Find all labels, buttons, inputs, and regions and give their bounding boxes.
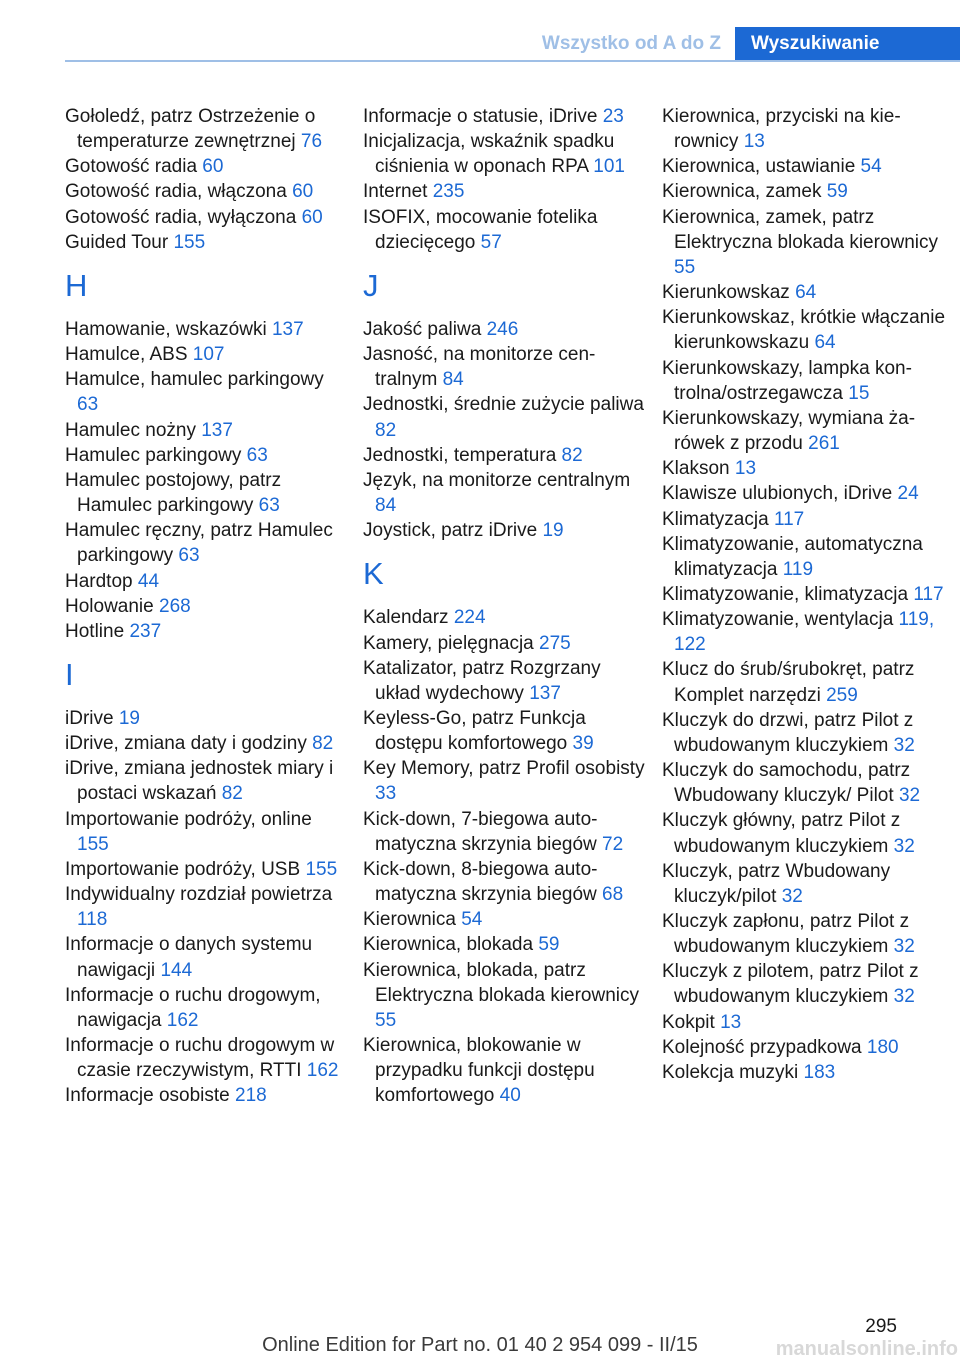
index-entry xyxy=(65,179,347,204)
index-entry-text: Hamulec ręczny, patrz Hamulec parkingowy xyxy=(65,520,333,567)
index-entry-text: Kluczyk główny, patrz Pilot z wbudowanym kluczykiem xyxy=(662,810,901,857)
index-entry-text: Joystick, patrz iDrive xyxy=(363,520,538,542)
index-entry-text: Kick-down, 7-biegowa automatyczna skrzynia biegów xyxy=(363,808,598,855)
index-letter-heading: K xyxy=(363,556,384,592)
index-entry-text: Klimatyzacja xyxy=(662,508,769,530)
index-entry xyxy=(65,619,347,644)
page-reference-link[interactable]: 63 xyxy=(77,394,99,416)
index-entry xyxy=(65,230,347,255)
page-reference-link[interactable]: 155 xyxy=(173,231,206,253)
index-entry xyxy=(65,418,347,443)
index-entry xyxy=(65,518,347,568)
index-letter-heading: I xyxy=(65,656,74,692)
index-entry-text: Kalendarz xyxy=(363,607,449,629)
index-entry-text: Klucz do śrub/śrubokręt, patrz Komplet narzędzi xyxy=(662,659,915,706)
index-entry xyxy=(363,631,645,656)
index-entry xyxy=(65,342,347,367)
page-reference-link[interactable]: 117 xyxy=(773,508,805,530)
index-entry xyxy=(662,909,952,959)
index-entry-text: Kluczyk do drzwi, patrz Pilot z wbudowanym kluczykiem xyxy=(662,709,914,756)
index-entry xyxy=(662,481,952,506)
index-entry-text: Importowanie podróży, online xyxy=(65,808,312,830)
page-reference-link[interactable]: 13 xyxy=(734,458,757,480)
page-reference-link[interactable]: 13 xyxy=(720,1011,742,1033)
page-reference-link[interactable]: 39 xyxy=(572,733,594,755)
index-entry xyxy=(662,1010,952,1035)
index-entry-text: Gołoledź, patrz Ostrzeżenie o temperaturze zewnętrznej xyxy=(65,106,316,153)
index-entry-text: Hamulec postojowy, patrz Hamulec parkingowy xyxy=(65,469,282,517)
page-reference-link[interactable]: 60 xyxy=(292,181,314,203)
page-reference-link[interactable]: 59 xyxy=(826,181,848,203)
index-entry-text: Klakson xyxy=(662,458,730,480)
index-entry xyxy=(662,708,952,758)
page-reference-link[interactable]: 246 xyxy=(486,318,519,340)
index-column-2 xyxy=(363,104,645,1108)
page-reference-link[interactable]: 54 xyxy=(461,909,483,931)
header-tab-search: Wyszukiwanie xyxy=(735,27,960,60)
index-entry-text: Kluczyk z pilotem, patrz Pilot z wbudowanym kluczykiem xyxy=(662,961,919,1008)
page-reference-link[interactable]: 268 xyxy=(159,595,191,617)
index-entry xyxy=(65,1083,347,1108)
page-reference-link[interactable]: 55 xyxy=(674,256,696,278)
index-entry xyxy=(65,154,347,179)
index-entry-text: Kamery, pielęgnacja xyxy=(363,632,534,654)
index-entry-text: Kluczyk, patrz Wbudowany kluczyk/pilot xyxy=(662,860,891,907)
page-reference-link[interactable]: 55 xyxy=(375,1009,397,1031)
page-reference-link[interactable]: 82 xyxy=(375,419,397,441)
index-entry xyxy=(65,443,347,468)
page-reference-link[interactable]: 54 xyxy=(860,156,882,178)
index-entry-text: Język, na monitorze centralnym xyxy=(363,469,631,491)
index-entry-text: Inicjalizacja, wskaźnik spadku ciśnienia w oponach RPA xyxy=(363,131,615,178)
page-reference-link[interactable]: 117 xyxy=(913,583,944,605)
page-reference-link[interactable]: 57 xyxy=(480,231,502,253)
page-reference-link[interactable]: 180 xyxy=(866,1036,899,1058)
index-entry xyxy=(363,756,645,806)
page-reference-link[interactable]: 107 xyxy=(192,344,225,366)
index-entry-text: Informacje osobiste xyxy=(65,1085,230,1107)
header-rule xyxy=(65,60,960,62)
page-reference-link[interactable]: 82 xyxy=(312,733,334,755)
index-entry-text: Kierownica, ustawianie xyxy=(662,156,856,178)
index-entry xyxy=(662,305,952,355)
page-reference-link[interactable]: 84 xyxy=(375,495,397,517)
page-reference-link[interactable]: 155 xyxy=(77,833,109,855)
page-reference-link[interactable]: 224 xyxy=(453,607,486,629)
index-entry xyxy=(65,882,347,932)
index-entry-text: Kierownica, zamek, patrz Elektryczna blokada kierownicy xyxy=(662,206,939,253)
index-entry xyxy=(662,582,952,607)
index-entry-text: Kolekcja muzyki xyxy=(662,1061,799,1083)
index-entry xyxy=(662,356,952,406)
index-entry xyxy=(65,932,347,982)
index-entry xyxy=(662,406,952,456)
index-entry-text: Internet xyxy=(363,181,428,203)
index-entry-text: Importowanie podróży, USB xyxy=(65,858,301,880)
page-reference-link[interactable]: 237 xyxy=(129,620,162,642)
index-entry xyxy=(363,317,645,342)
index-entry-text: Kierownica, przyciski na kierownicy xyxy=(662,106,901,153)
watermark: manualsonline.info xyxy=(775,1338,958,1360)
index-entry xyxy=(662,179,952,204)
index-entry-text: Indywidualny rozdział powietrza xyxy=(65,884,333,906)
index-entry xyxy=(363,518,645,543)
page-reference-link[interactable]: 261 xyxy=(808,433,840,455)
index-entry-text: Hotline xyxy=(65,620,125,642)
index-entry-text: Klimatyzowanie, wentylacja xyxy=(662,609,894,631)
index-entry-text: Hamulce, hamulec parkingowy xyxy=(65,369,324,391)
index-entry-text: Jakość paliwa xyxy=(363,318,482,340)
index-entry-text: Gotowość radia xyxy=(65,156,198,178)
index-entry xyxy=(662,280,952,305)
page-reference-link[interactable]: 32 xyxy=(893,936,915,958)
index-entry-text: Keyless-Go, patrz Funkcja dostępu komfortowego xyxy=(363,707,586,755)
index-entry xyxy=(363,104,645,129)
page-reference-link[interactable]: 183 xyxy=(803,1061,836,1083)
page-reference-link[interactable]: 137 xyxy=(271,318,304,340)
page-reference-link[interactable]: 32 xyxy=(898,785,921,807)
index-entry-text: Kick-down, 8-biegowa automatyczna skrzynia biegów xyxy=(363,858,598,906)
page-reference-link[interactable]: 155 xyxy=(305,858,338,880)
index-entry-text: Kluczyk zapłonu, patrz Pilot z wbudowanym kluczykiem xyxy=(662,911,910,958)
page-reference-link[interactable]: 101 xyxy=(593,156,625,178)
index-entry xyxy=(363,656,645,706)
page-reference-link[interactable]: 137 xyxy=(201,419,233,441)
index-entry-text: Katalizator, patrz Rozgrzany układ wydechowy xyxy=(363,657,601,704)
index-entry xyxy=(363,468,645,518)
index-entry xyxy=(65,807,347,857)
edition-footer: Online Edition for Part no. 01 40 2 954 099 - II/15 xyxy=(262,1334,698,1356)
index-entry-text: Kierunkowskaz xyxy=(662,282,790,304)
page-reference-link[interactable]: 15 xyxy=(848,382,870,404)
index-entry xyxy=(65,367,347,417)
page-reference-link[interactable]: 40 xyxy=(499,1085,521,1107)
page-reference-link[interactable]: 19 xyxy=(118,707,140,729)
index-entry xyxy=(662,607,952,657)
page-reference-link[interactable]: 63 xyxy=(178,545,200,567)
index-entry xyxy=(662,205,952,280)
page-reference-link[interactable]: 162 xyxy=(306,1060,339,1082)
index-entry-text: Kierownica xyxy=(363,909,456,931)
index-entry xyxy=(65,205,347,230)
page-reference-link[interactable]: 72 xyxy=(602,833,624,855)
index-entry-text: Klimatyzowanie, klimatyzacja xyxy=(662,583,909,605)
index-entry xyxy=(65,731,347,756)
index-entry-text: Informacje o ruchu drogowym, nawigacja xyxy=(65,984,321,1031)
page-reference-link[interactable]: 162 xyxy=(166,1009,199,1031)
index-entry xyxy=(363,706,645,756)
index-entry-text: Kolejność przypadkowa xyxy=(662,1036,862,1058)
page-reference-link[interactable]: 144 xyxy=(160,959,193,981)
index-entry-text: Informacje o danych systemu nawigacji xyxy=(65,934,313,981)
page-reference-link[interactable]: 84 xyxy=(442,369,464,391)
index-entry-text: iDrive xyxy=(65,707,114,729)
index-entry xyxy=(363,129,645,179)
header-section-title: Wszystko od A do Z xyxy=(541,33,721,54)
index-entry-text: Hamulec nożny xyxy=(65,419,196,441)
index-entry xyxy=(363,958,645,1033)
page-reference-link[interactable]: 275 xyxy=(539,632,571,654)
page-reference-link[interactable]: 32 xyxy=(781,885,803,907)
page-reference-link[interactable]: 33 xyxy=(375,783,397,805)
index-entry xyxy=(662,532,952,582)
page-reference-link[interactable]: 64 xyxy=(795,282,817,304)
index-entry xyxy=(65,1033,347,1083)
index-entry xyxy=(65,706,347,731)
index-entry-text: Guided Tour xyxy=(65,231,169,253)
page-reference-link[interactable]: 118 xyxy=(77,909,108,931)
index-entry-text: Kierunkowskazy, wymiana żarówek z przodu xyxy=(662,407,916,455)
index-entry xyxy=(363,807,645,857)
index-entry xyxy=(662,104,952,154)
index-entry xyxy=(662,808,952,858)
index-entry-text: Gotowość radia, wyłączona xyxy=(65,206,297,228)
index-entry xyxy=(363,342,645,392)
index-entry-text: Klawisze ulubionych, iDrive xyxy=(662,483,893,505)
page-reference-link[interactable]: 59 xyxy=(538,934,560,956)
page-reference-link[interactable]: 63 xyxy=(246,444,268,466)
index-entry-text: Kierownica, zamek xyxy=(662,181,822,203)
page-reference-link[interactable]: 235 xyxy=(432,181,465,203)
page-reference-link[interactable]: 13 xyxy=(743,131,765,153)
index-letter-heading: J xyxy=(363,267,379,303)
page-reference-link[interactable]: 76 xyxy=(300,131,323,153)
index-entry-text: Kierownica, blokada xyxy=(363,934,534,956)
index-entry-text: Jednostki, średnie zużycie paliwa xyxy=(363,394,644,416)
page-reference-link[interactable]: 218 xyxy=(235,1085,267,1107)
page-reference-link[interactable]: 24 xyxy=(897,483,919,505)
index-entry xyxy=(662,758,952,808)
page-reference-link[interactable]: 23 xyxy=(602,106,624,127)
index-entry xyxy=(662,959,952,1009)
index-entry xyxy=(65,317,347,342)
index-entry-text: Holowanie xyxy=(65,595,154,617)
index-letter-heading: H xyxy=(65,267,88,303)
index-entry xyxy=(65,857,347,882)
index-entry xyxy=(662,859,952,909)
index-entry xyxy=(363,857,645,907)
index-column-3 xyxy=(662,104,952,1085)
index-entry-text: Hamulec parkingowy xyxy=(65,444,242,466)
page-reference-link[interactable]: 44 xyxy=(137,570,160,592)
index-entry-text: iDrive, zmiana jednostek miary i postaci wskazań xyxy=(65,758,334,805)
page-reference-link[interactable]: 137 xyxy=(529,682,561,704)
page-reference-link[interactable]: 68 xyxy=(602,884,624,906)
page-reference-link[interactable]: 60 xyxy=(202,156,224,178)
index-entry-text: iDrive, zmiana daty i godziny xyxy=(65,733,307,755)
index-entry-text: Hamulce, ABS xyxy=(65,344,188,366)
page-number: 295 xyxy=(865,1316,897,1337)
index-entry xyxy=(65,104,347,154)
index-entry xyxy=(662,1060,952,1085)
index-entry xyxy=(662,507,952,532)
index-entry xyxy=(363,443,645,468)
index-entry xyxy=(363,392,645,442)
index-entry-text: Kierunkowskaz, krótkie włączanie kierunkowskazu xyxy=(662,307,946,354)
page-reference-link[interactable]: 259 xyxy=(826,684,858,706)
index-entry xyxy=(662,657,952,707)
index-entry-text: Kierownica, blokada, patrz Elektryczna blokada kierownicy xyxy=(363,959,640,1006)
index-entry xyxy=(662,154,952,179)
index-entry-text: Kluczyk do samochodu, patrz Wbudowany kluczyk/ Pilot xyxy=(662,760,911,807)
page-reference-link[interactable]: 19 xyxy=(542,520,564,542)
index-entry-text: ISOFIX, mocowanie fotelika dziecięcego xyxy=(363,206,598,253)
index-entry xyxy=(363,932,645,957)
page-reference-link[interactable]: 60 xyxy=(301,206,323,228)
index-entry-text: Informacje o statusie, iDrive xyxy=(363,106,598,127)
index-entry-text: Gotowość radia, włączona xyxy=(65,181,287,203)
index-entry xyxy=(363,179,645,204)
page-reference-link[interactable]: 32 xyxy=(893,835,915,857)
page-reference-link[interactable]: 82 xyxy=(221,783,243,805)
index-entry-text: Key Memory, patrz Profil osobisty xyxy=(363,758,645,780)
index-entry xyxy=(662,1035,952,1060)
page-reference-link[interactable]: 63 xyxy=(258,495,280,517)
page-reference-link[interactable]: 119, 122 xyxy=(674,609,935,656)
index-entry-text: Kierownica, blokowanie w przypadku funkcji dostępu komfortowego xyxy=(363,1035,595,1107)
index-entry xyxy=(363,907,645,932)
index-entry xyxy=(65,983,347,1033)
index-entry xyxy=(363,605,645,630)
index-column-1 xyxy=(65,104,347,1108)
index-entry-text: Hardtop xyxy=(65,570,133,592)
index-entry xyxy=(662,456,952,481)
page-header xyxy=(65,27,960,61)
index-entry xyxy=(363,1033,645,1108)
index-entry xyxy=(65,756,347,806)
page-reference-link[interactable]: 64 xyxy=(814,332,836,354)
index-entry xyxy=(65,594,347,619)
index-entry xyxy=(363,205,645,255)
index-entry-text: Klimatyzowanie, automatyczna klimatyzacja xyxy=(662,533,923,580)
index-entry-text: Kierunkowskazy, lampka kontrolna/ostrzegawcza xyxy=(662,357,912,404)
index-entry-text: Jasność, na monitorze centralnym xyxy=(363,344,596,391)
index-entry-text: Jednostki, temperatura xyxy=(363,444,557,466)
index-entry-text: Hamowanie, wskazówki xyxy=(65,318,267,340)
page-reference-link[interactable]: 119 xyxy=(782,558,814,580)
index-entry-text: Informacje o ruchu drogowym w czasie rzeczywistym, RTTI xyxy=(65,1035,335,1082)
index-entry xyxy=(65,468,347,518)
page-reference-link[interactable]: 82 xyxy=(561,444,583,466)
index-entry-text: Kokpit xyxy=(662,1011,715,1033)
index-entry xyxy=(65,569,347,594)
page-reference-link[interactable]: 32 xyxy=(893,986,915,1008)
page-reference-link[interactable]: 32 xyxy=(893,734,915,756)
